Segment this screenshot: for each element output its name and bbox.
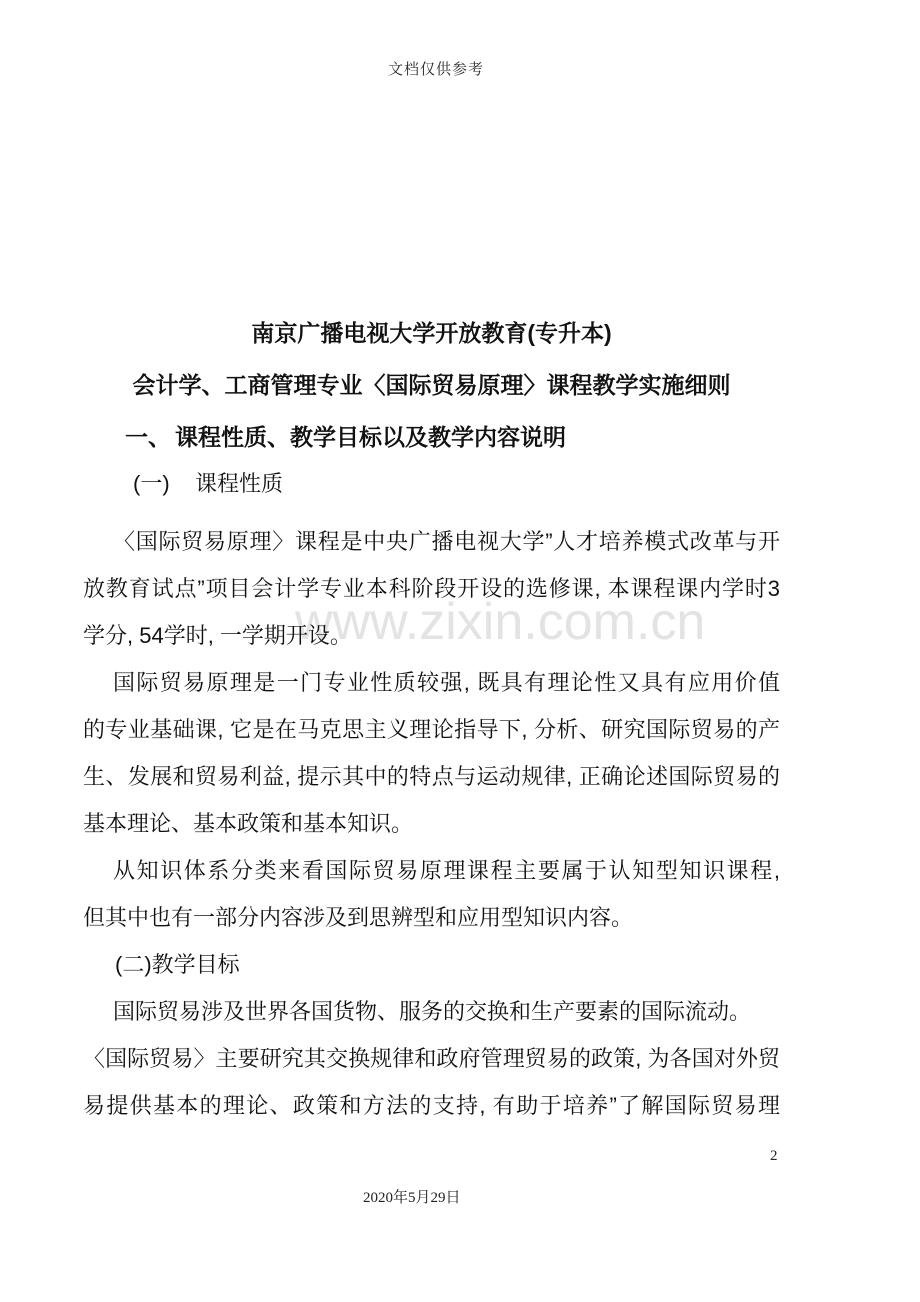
- paragraph-2-line-3: 生、发展和贸易利益, 提示其中的特点与运动规律, 正确论述国际贸易的: [83, 764, 780, 789]
- paragraph-4-line-1: 国际贸易涉及世界各国货物、服务的交换和生产要素的国际流动。: [113, 999, 752, 1024]
- subsection-heading-2: (二)教学目标: [115, 952, 240, 977]
- subsection-heading-1-label: 课程性质: [195, 471, 284, 496]
- document-title: 南京广播电视大学开放教育(专升本): [251, 320, 612, 346]
- section-heading-1: [83, 414, 780, 461]
- paragraph-3-line-2: 但其中也有一部分内容涉及到思辨型和应用型知识内容。: [83, 905, 634, 930]
- footer-date: 2020年5月29日: [363, 1190, 461, 1206]
- paragraph-1-line-2: 放教育试点”项目会计学专业本科阶段开设的选修课, 本课程课内学时3: [83, 576, 780, 601]
- paragraph-3-line-1: 从知识体系分类来看国际贸易原理课程主要属于认知型知识课程,: [113, 858, 780, 883]
- paragraph-1-line-1: 〈国际贸易原理〉课程是中央广播电视大学”人才培养模式改革与开: [113, 529, 780, 554]
- watermark: www.zixin.com.cn: [295, 593, 706, 651]
- subsection-heading-1: [83, 460, 780, 507]
- header-note: 文档仅供参考: [387, 62, 484, 78]
- paragraph-2-line-1: 国际贸易原理是一门专业性质较强, 既具有理论性又具有应用价值: [113, 670, 780, 695]
- page-number: 2: [770, 1148, 778, 1164]
- paragraph-4-line-3: 易提供基本的理论、政策和方法的支持, 有助于培养”了解国际贸易理: [83, 1093, 780, 1118]
- section-heading-1-marker: 一、: [125, 424, 171, 450]
- paragraph-2-line-2: 的专业基础课, 它是在马克思主义理论指导下, 分析、研究国际贸易的产: [83, 717, 780, 742]
- paragraph-1-line-3: 学分, 54学时, 一学期开设。: [83, 623, 352, 648]
- paragraph-2-line-4: 基本理论、基本政策和基本知识。: [83, 811, 414, 836]
- subsection-heading-1-marker: (一): [133, 471, 170, 496]
- section-heading-1-label: 课程性质、教学目标以及教学内容说明: [175, 424, 566, 450]
- paragraph-4-line-2: 〈国际贸易〉主要研究其交换规律和政府管理贸易的政策, 为各国对外贸: [83, 1046, 780, 1071]
- document-subtitle: 会计学、工商管理专业〈国际贸易原理〉课程教学实施细则: [132, 372, 731, 398]
